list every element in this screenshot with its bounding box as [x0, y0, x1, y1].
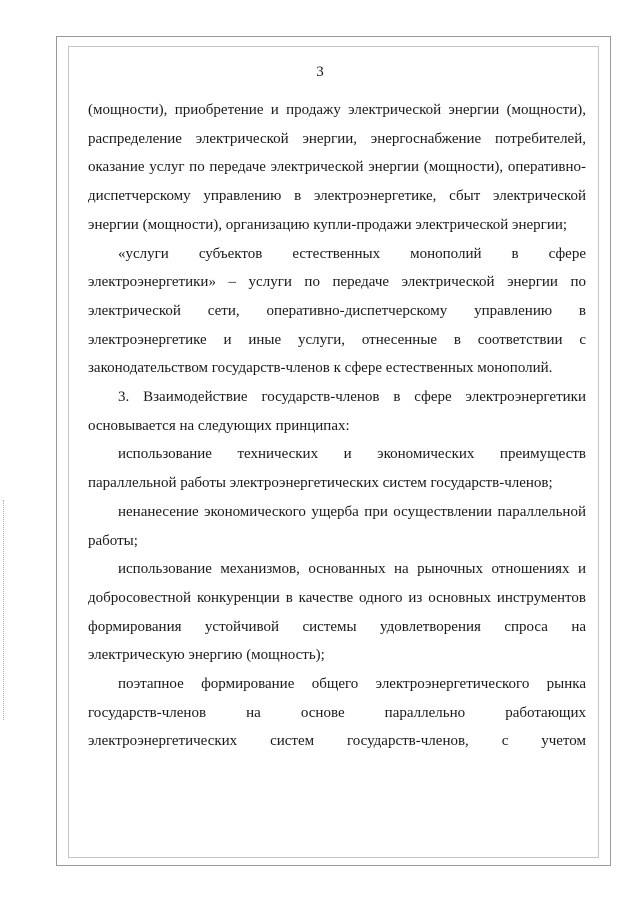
scan-margin-mark — [3, 500, 8, 720]
paragraph-principle-common-market: поэтапное формирование общего электроэнергетического рынка государств-членов на основе параллельно работающих электроэнергетических систем государств-членов, с учетом — [88, 676, 586, 750]
paragraph-principle-market-mechanisms: использование механизмов, основанных на рыночных отношениях и добросовестной конкуренции в качестве одного из основных инструментов формирования устойчивой системы удовлетворения спроса на электрическую энергию (мощность); — [88, 561, 586, 664]
page-number: 3 — [316, 64, 324, 80]
document-body — [88, 96, 586, 756]
paragraph-principle-technical-advantages: использование технических и экономических преимуществ параллельной работы электроэнергетических систем государств-членов; — [88, 446, 586, 492]
paragraph-definition-continuation: (мощности), приобретение и продажу электрической энергии (мощности), распределение электрической энергии, энергоснабжение потребителей, оказание услуг по передаче электрической энергии (мощности), оперативно-диспетчерскому управлению в электроэнергетике, сбыт электрической энергии (мощности), организацию купли-продажи электрической энергии; — [88, 102, 586, 233]
paragraph-section-3-intro: 3. Взаимодействие государств-членов в сфере электроэнергетики основывается на следующих принципах: — [88, 389, 586, 434]
paragraph-natural-monopoly-services: «услуги субъектов естественных монополий в сфере электроэнергетики» – услуги по передаче электрической энергии по электрической сети, оперативно-диспетчерскому управлению в электроэнергетике и иные услуги, отнесенные в соответствии с законодательством государств-членов к сфере естественных монополий. — [88, 245, 586, 377]
paragraph-principle-no-economic-damage: ненанесение экономического ущерба при осуществлении параллельной работы; — [88, 503, 586, 549]
